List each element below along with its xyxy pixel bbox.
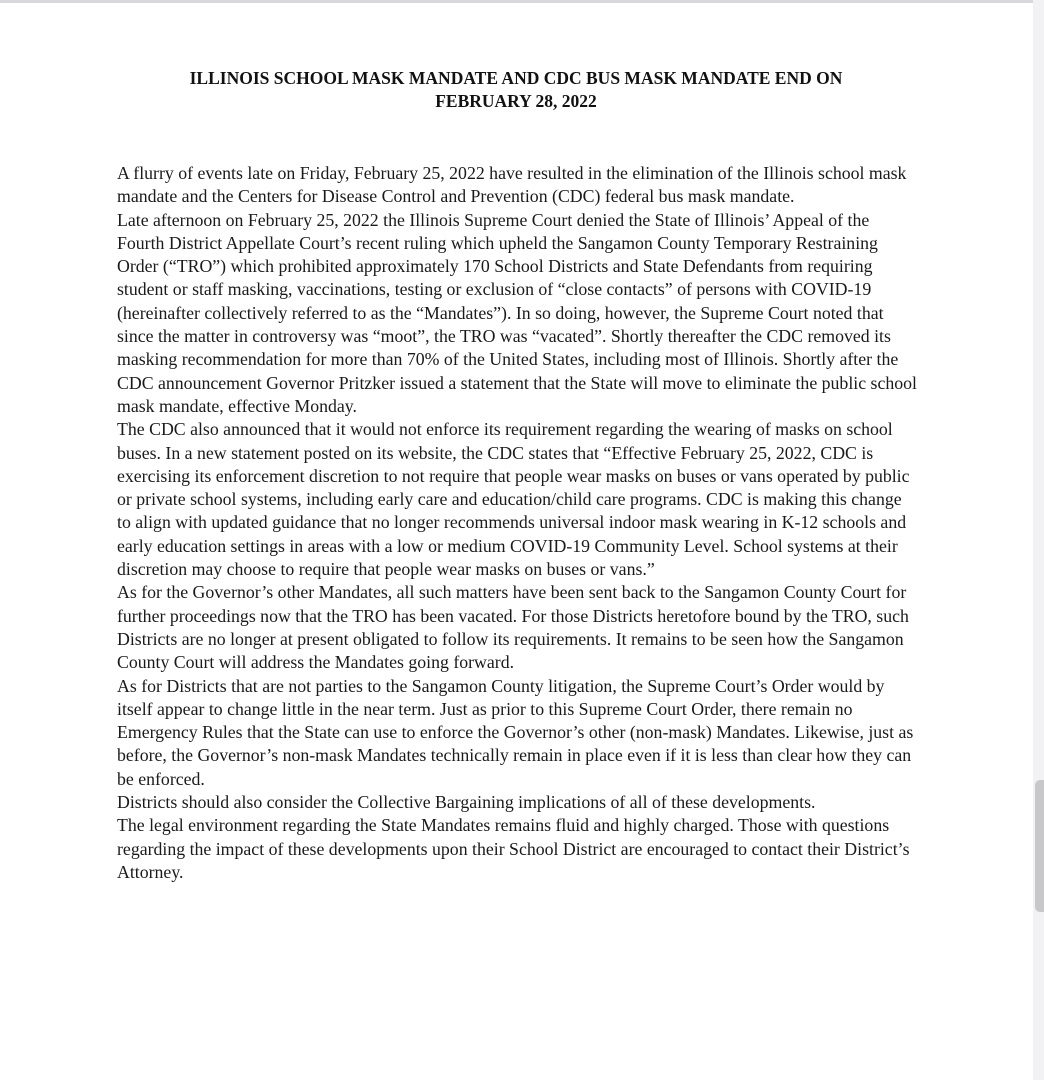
paragraph-legal-environment: The legal environment regarding the State Mandates remains fluid and highly charged. Those with questions regarding the impact of these developments upon their School District are encouraged to contact their District’s Attorney. bbox=[117, 815, 910, 882]
paragraph-non-party-districts: As for Districts that are not parties to the Sangamon County litigation, the Supreme Court’s Order would by itself appear to change little in the near term. Just as prior to this Supreme Court Order, there remain no Emergency Rules that the State can use to enforce the Governor’s other (non-mask) Mandates. Likewise, just as before, the Governor’s non-mask Mandates technically remain in place even if it is less than clear how they can be enforced. bbox=[117, 675, 914, 789]
title-line-2: FEBRUARY 28, 2022 bbox=[435, 91, 597, 111]
paragraph-other-mandates: As for the Governor’s other Mandates, all such matters have been sent back to the Sangamon County Court for further proceedings now that the TRO has been vacated. For those Districts heretofore bound by the TRO, such Districts are no longer at present obligated to follow its requirements. It remains to be seen how the Sangamon County Court will address the Mandates going forward. bbox=[117, 582, 909, 673]
document-title bbox=[90, 67, 942, 113]
scroll-track bbox=[1033, 0, 1044, 1080]
paragraph-events: A flurry of events late on Friday, February 25, 2022 have resulted in the elimination of the Illinois school mask mandate and the Centers for Disease Control and Prevention (CDC) federal bus mask mandate. bbox=[117, 163, 907, 207]
paragraph-collective-bargaining: Districts should also consider the Collective Bargaining implications of all of these developments. bbox=[117, 792, 816, 813]
paragraph-cdc-buses: The CDC also announced that it would not enforce its requirement regarding the wearing of masks on school buses. In a new statement posted on its website, the CDC states that “Effective February 25, 2022, CDC is exercising its enforcement discretion to not require that people wear masks on buses or vans operated by public or private school systems, including early care and education/child care programs. CDC is making this change to align with updated guidance that no longer recommends universal indoor mask wearing in K-12 schools and early education settings in areas with a low or medium COVID-19 Community Level. School systems at their discretion may choose to require that people wear masks on buses or vans.” bbox=[117, 419, 910, 580]
scrollbar-thumb[interactable] bbox=[1035, 780, 1044, 912]
title-line-1: ILLINOIS SCHOOL MASK MANDATE AND CDC BUS MASK MANDATE END ON bbox=[189, 68, 843, 88]
paragraph-supreme-court: Late afternoon on February 25, 2022 the Illinois Supreme Court denied the State of Illinois’ Appeal of the Fourth District Appellate Court’s recent ruling which upheld the Sangamon County Temporary Restraining Order (“TRO”) which prohibited approximately 170 School Districts and State Defendants from requiring student or staff masking, vaccinations, testing or exclusion of “close contacts” of persons with COVID-19 (hereinafter collectively referred to as the “Mandates”). In so doing, however, the Supreme Court noted that since the matter in controversy was “moot”, the TRO was “vacated”. Shortly thereafter the CDC removed its masking recommendation for more than 70% of the United States, including most of Illinois. Shortly after the CDC announcement Governor Pritzker issued a statement that the State will move to eliminate the public school mask mandate, effective Monday. bbox=[117, 209, 917, 416]
document-body bbox=[117, 162, 917, 884]
